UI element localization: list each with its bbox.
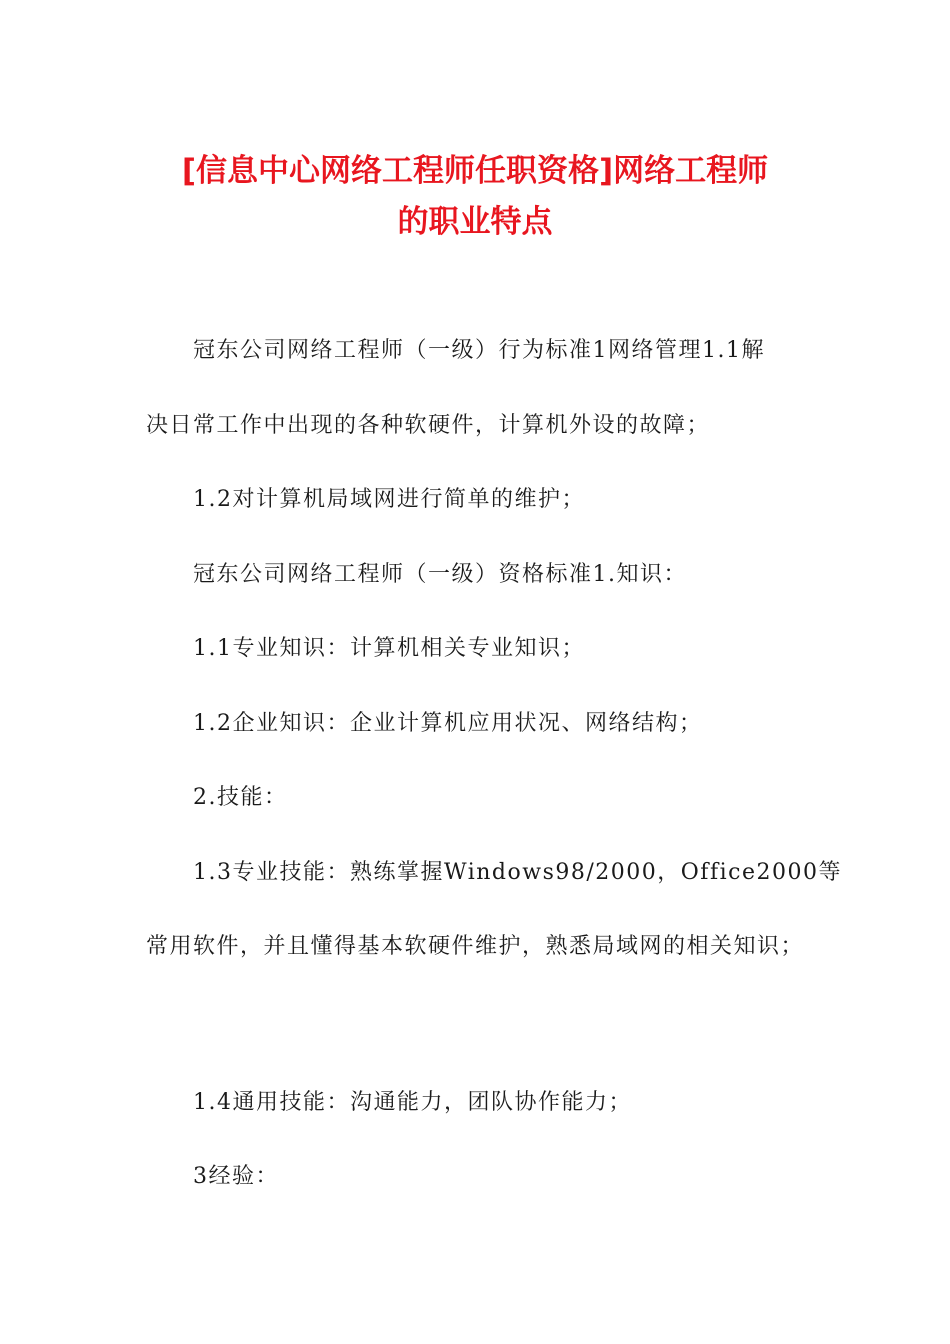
title-line-1: [信息中心网络工程师任职资格]网络工程师 (181, 153, 769, 189)
document-title (150, 146, 800, 248)
paragraph-line: 2.技能： (193, 785, 288, 810)
paragraph-line: 1.3专业技能：熟练掌握Windows98/2000，Office2000等 (193, 860, 842, 885)
paragraph-line: 1.2对计算机局域网进行简单的维护； (193, 487, 585, 512)
paragraph-line: 冠东公司网络工程师（一级）行为标准1网络管理1.1解 (193, 338, 765, 363)
paragraph-line: 1.1专业知识：计算机相关专业知识； (193, 636, 585, 661)
paragraph-line: 3经验： (193, 1164, 279, 1189)
paragraph-line: 1.4通用技能：沟通能力，团队协作能力； (193, 1090, 632, 1115)
title-line-2: 的职业特点 (397, 204, 553, 240)
paragraph-line: 决日常工作中出现的各种软硬件，计算机外设的故障； (146, 413, 711, 438)
paragraph-line: 常用软件，并且懂得基本软硬件维护，熟悉局域网的相关知识； (146, 934, 805, 959)
paragraph-line: 1.2企业知识：企业计算机应用状况、网络结构； (193, 711, 703, 736)
paragraph-line: 冠东公司网络工程师（一级）资格标准1.知识： (193, 562, 687, 587)
